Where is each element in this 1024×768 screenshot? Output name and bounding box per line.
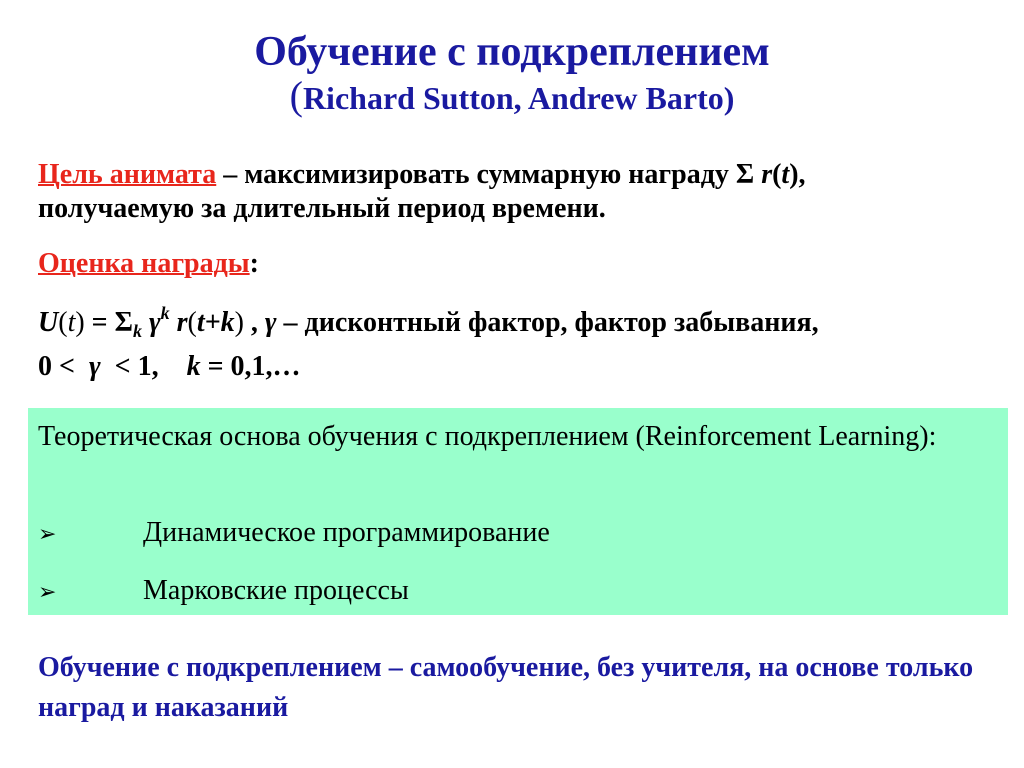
authors-text: Richard Sutton, Andrew Barto) (302, 80, 735, 116)
goal-line2: получаемую за длительный период времени. (38, 193, 606, 224)
formula-gamma: γ (141, 307, 161, 338)
range-k: k (186, 351, 201, 382)
goal-paren-close: ), (789, 159, 806, 190)
range-gamma: γ (88, 351, 101, 382)
formula-comma: , (243, 307, 265, 338)
formula-tk: t+k (196, 307, 235, 338)
open-paren: ( (289, 73, 303, 118)
formula-t: t (67, 307, 76, 338)
slide-title: Обучение с подкреплением (254, 29, 770, 75)
range-mid: < 1, (100, 351, 187, 382)
bullet-item (38, 516, 550, 552)
formula-rest: – дисконтный фактор, фактор забывания, (276, 307, 819, 338)
bullet-text: Динамическое программирование (143, 517, 550, 548)
formula-r: r (169, 307, 188, 338)
formula-lp1: ( (58, 307, 68, 338)
estimate-term: Оценка награды (38, 248, 250, 279)
bullet-text: Марковские процессы (143, 575, 409, 606)
goal-paragraph (38, 158, 998, 226)
formula-gamma2: γ (264, 307, 277, 338)
formula-lp2: ( (187, 307, 197, 338)
estimate-heading (38, 247, 259, 281)
goal-t: t (781, 159, 790, 190)
formula-rp1: ) (75, 307, 85, 338)
slide-subtitle-authors (0, 73, 1024, 118)
bullet-item (38, 574, 409, 610)
arrow-bullet-icon: ➢ (38, 580, 57, 605)
utility-formula (38, 296, 1018, 348)
theory-heading: Теоретическая основа обучения с подкреплением (Reinforcement Learning): (38, 421, 937, 452)
estimate-colon: : (249, 248, 259, 279)
formula-k-sub: k (132, 321, 142, 341)
arrow-bullet-icon: ➢ (38, 522, 57, 547)
range-left: 0 < (38, 351, 89, 382)
formula-sigma: = Σ (84, 307, 133, 338)
range-right: = 0,1,… (200, 351, 301, 382)
formula-k-sup: k (160, 303, 170, 323)
formula-rp2: ) (234, 307, 244, 338)
goal-paren-open: ( (772, 159, 782, 190)
gamma-range (38, 350, 301, 384)
goal-text: – максимизировать суммарную награду Σ (216, 159, 762, 190)
goal-term: Цель анимата (38, 159, 217, 190)
summary-paragraph: Обучение с подкреплением – самообучение, без учителя, на основе только наград и наказаний (38, 652, 974, 723)
goal-r: r (761, 159, 773, 190)
formula-u: U (38, 307, 59, 338)
